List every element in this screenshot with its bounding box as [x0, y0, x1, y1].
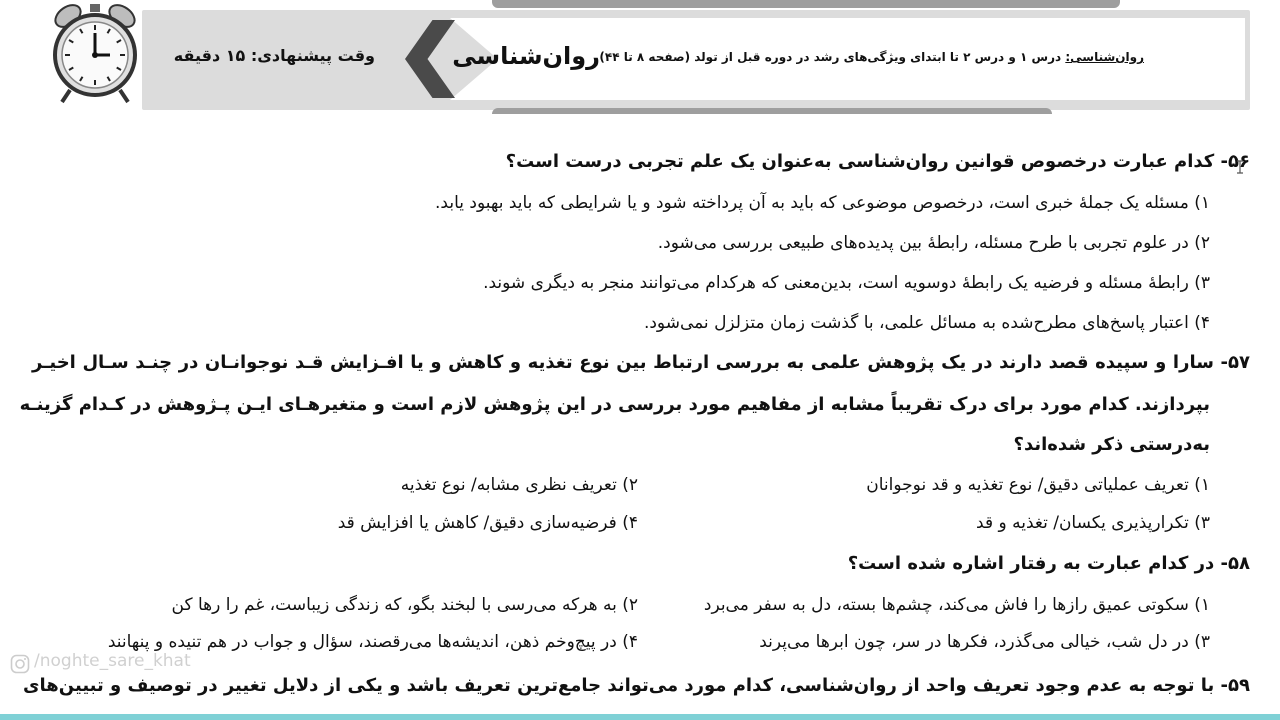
- question-57-stem-line-1: [32, 352, 1250, 373]
- header-bottom-strip: [492, 108, 1052, 114]
- question-stem-text: در کدام عبارت به رفتار اشاره شده است؟: [847, 553, 1215, 574]
- question-57-stem-line-3: به‌درستی ذکر شده‌اند؟: [1013, 434, 1210, 455]
- question-stem-text: کدام عبارت درخصوص قوانین روان‌شناسی به‌عنوان یک علم تجربی درست است؟: [505, 151, 1215, 172]
- option-text: تعریف نظری مشابه/ نوع تغذیه: [400, 475, 617, 495]
- option-number: ۲): [1194, 233, 1210, 253]
- question-58-option-1[interactable]: [650, 595, 1210, 615]
- question-number: ۵۹-: [1220, 675, 1250, 696]
- option-number: ۲): [622, 595, 638, 615]
- suggested-time: وقت پیشنهادی: ۱۵ دقیقه: [173, 46, 375, 65]
- option-text: در دل شب، خیالی می‌گذرد، فکرها در سر، چون ابرها می‌پرند: [759, 632, 1189, 652]
- question-number: ۵۷-: [1220, 352, 1250, 373]
- subject-title: روان‌شناسی: [452, 42, 600, 70]
- question-58-option-3[interactable]: [650, 632, 1210, 652]
- question-57-option-4[interactable]: [98, 513, 638, 533]
- alarm-clock-icon: [40, 0, 150, 110]
- option-number: ۳): [1194, 513, 1210, 533]
- option-number: ۳): [1194, 273, 1210, 293]
- option-number: ۴): [622, 632, 638, 652]
- question-number: ۵۸-: [1220, 553, 1250, 574]
- option-text: در علوم تجربی با طرح مسئله، رابطهٔ بین پدیده‌های طبیعی بررسی می‌شود.: [657, 233, 1189, 253]
- option-text: فرضیه‌سازی دقیق/ کاهش یا افزایش قد: [337, 513, 617, 533]
- lesson-range: [599, 50, 1144, 64]
- watermark-text: /noghte_sare_khat: [34, 651, 191, 671]
- question-57-option-3[interactable]: [670, 513, 1210, 533]
- question-56-option-3[interactable]: [30, 273, 1210, 293]
- question-56-option-2[interactable]: [30, 233, 1210, 253]
- lesson-label: روان‌شناسی:: [1065, 50, 1144, 64]
- option-number: ۴): [622, 513, 638, 533]
- option-text: مسئله یک جملهٔ خبری است، درخصوص موضوعی که باید به آن پرداخته شود و یا شرایطی که باید بهبود یابد.: [435, 193, 1189, 213]
- question-59-stem: [23, 675, 1250, 696]
- bottom-bar: [0, 714, 1280, 720]
- option-number: ۱): [1194, 193, 1210, 213]
- lesson-range-text: درس ۱ و درس ۲ تا ابتدای ویژگی‌های رشد در دوره قبل از تولد (صفحه ۸ تا ۴۴): [599, 50, 1066, 64]
- option-number: ۳): [1194, 632, 1210, 652]
- option-text: در پیچ‌وخم ذهن، اندیشه‌ها می‌رقصند، سؤال و جواب در هم تنیده و پنهانند: [107, 632, 617, 652]
- question-58-option-4[interactable]: [38, 632, 638, 652]
- option-text: رابطهٔ مسئله و فرضیه یک رابطهٔ دوسویه است، بدین‌معنی که هرکدام می‌توانند منجر به دیگری شوند.: [483, 273, 1189, 293]
- question-58-option-2[interactable]: [98, 595, 638, 615]
- question-number: ۵۶-: [1220, 151, 1250, 172]
- option-text: اعتبار پاسخ‌های مطرح‌شده به مسائل علمی، با گذشت زمان متزلزل نمی‌شود.: [643, 313, 1189, 333]
- question-stem-text: با توجه به عدم وجود تعریف واحد از روان‌شناسی، کدام مورد می‌تواند جامع‌ترین تعریف باشد و یکی از دلایل تغییر در توصیف و تبیین‌های: [23, 675, 1215, 696]
- option-text: تکرارپذیری یکسان/ تغذیه و قد: [976, 513, 1189, 533]
- option-number: ۱): [1194, 475, 1210, 495]
- question-57-option-1[interactable]: [670, 475, 1210, 495]
- option-text: سکوتی عمیق رازها را فاش می‌کند، چشم‌ها بسته، دل به سفر می‌برد: [703, 595, 1189, 615]
- watermark: [8, 651, 278, 677]
- question-57-stem-line-2: بپردازند. کدام مورد برای درک تقریباً مشابه از مفاهیم مورد بررسی در این پژوهش لازم است و متغیرهـای ایـن پـژوهش در کـدام گزینـه: [19, 394, 1210, 415]
- header-top-strip: [492, 0, 1120, 8]
- text-cursor-icon: [1236, 160, 1244, 174]
- question-56-option-1[interactable]: [30, 193, 1210, 213]
- option-number: ۴): [1194, 313, 1210, 333]
- question-58-stem: [32, 553, 1250, 574]
- question-56-stem: [30, 151, 1250, 172]
- option-text: به هرکه می‌رسی با لبخند بگو، که زندگی زیباست، غم را رها کن: [171, 595, 617, 615]
- option-text: تعریف عملیاتی دقیق/ نوع تغذیه و قد نوجوانان: [866, 475, 1189, 495]
- question-stem-text: سارا و سپیده قصد دارند در یک پژوهش علمی به بررسی ارتباط بین نوع تغذیه و کاهش و یا افـزایش قـد نوجوانـان در چنـد سـال اخیـر: [32, 352, 1214, 373]
- option-number: ۲): [622, 475, 638, 495]
- question-57-option-2[interactable]: [98, 475, 638, 495]
- question-56-option-4[interactable]: [30, 313, 1210, 333]
- option-number: ۱): [1194, 595, 1210, 615]
